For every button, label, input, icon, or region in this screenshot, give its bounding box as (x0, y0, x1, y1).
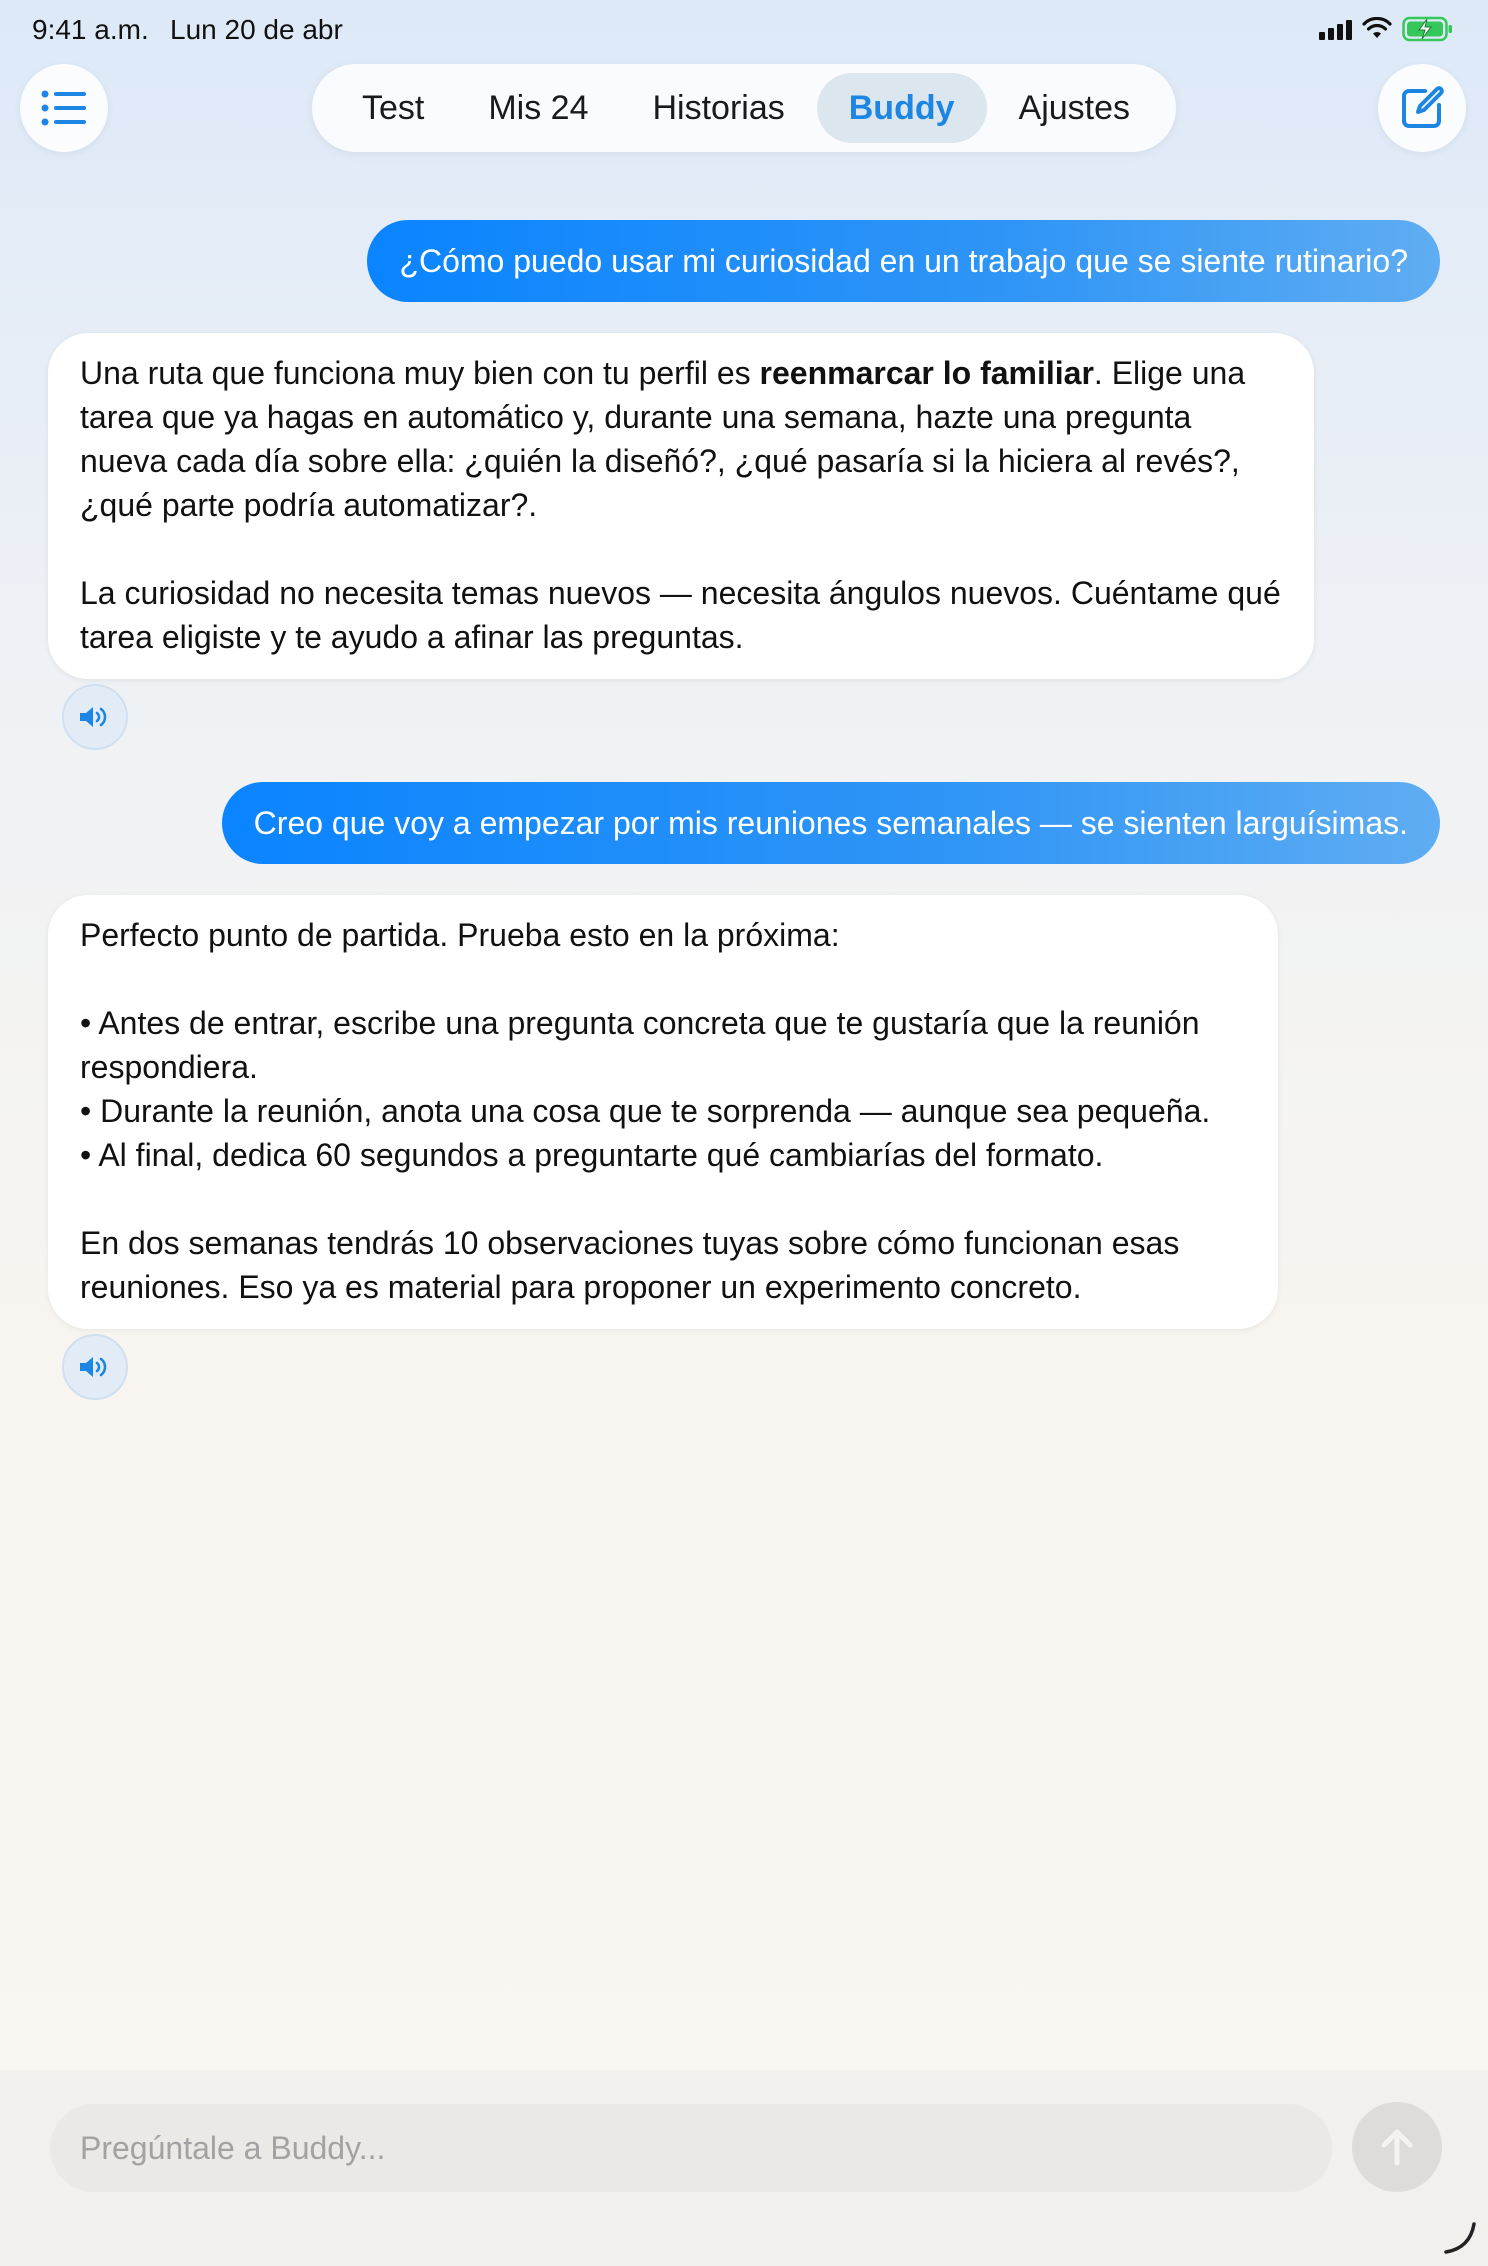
tab-bar (312, 64, 1176, 152)
arrow-up-icon (1379, 2127, 1415, 2167)
bullet-item: • Al final, dedica 60 segundos a preguntarte qué cambiarías del formato. (80, 1137, 1104, 1173)
message-text: . Elige una tarea que ya hagas en automático y, durante una semana, hazte una pregunta nueva cada día sobre ella: ¿quién la diseñó?, ¿qué pasaría si la hiciera al revés?, ¿qué parte podría automatizar?. (80, 355, 1255, 523)
tab-ajustes[interactable]: Ajustes (1018, 88, 1131, 127)
message-bold-text: reenmarcar lo familiar (759, 355, 1094, 391)
tab-test[interactable]: Test (362, 88, 425, 127)
bullet-item: • Durante la reunión, anota una cosa que te sorprenda — aunque sea pequeña. (80, 1093, 1211, 1129)
resize-handle-icon[interactable] (1440, 2218, 1480, 2258)
message-text: Una ruta que funciona muy bien con tu perfil es (80, 355, 760, 391)
status-time: 9:41 a.m. (32, 14, 149, 45)
assistant-message-paragraph: La curiosidad no necesita temas nuevos — necesita ángulos nuevos. Cuéntame qué tarea eligiste y te ayudo a afinar las preguntas. (80, 575, 1290, 655)
compose-icon (1399, 85, 1445, 131)
user-message-bubble: Creo que voy a empezar por mis reuniones semanales — se sienten larguísimas. (222, 782, 1440, 864)
speaker-icon (78, 1353, 112, 1381)
tab-historias[interactable]: Historias (652, 88, 785, 127)
assistant-message-paragraph: En dos semanas tendrás 10 observaciones tuyas sobre cómo funcionan esas reuniones. Eso ya es material para proponer un experimento concreto. (80, 1225, 1189, 1305)
status-icons (1319, 16, 1454, 42)
send-button[interactable] (1352, 2102, 1442, 2192)
user-message-bubble: ¿Cómo puedo usar mi curiosidad en un trabajo que se siente rutinario? (367, 220, 1440, 302)
message-input[interactable] (50, 2104, 1332, 2192)
tab-buddy[interactable]: Buddy (817, 73, 987, 143)
compose-button[interactable] (1378, 64, 1466, 152)
bullet-item: • Antes de entrar, escribe una pregunta concreta que te gustaría que la reunión respondiera. (80, 1005, 1209, 1085)
assistant-message-bubble (48, 895, 1278, 1329)
list-icon (40, 88, 88, 128)
wifi-icon (1362, 17, 1392, 41)
read-aloud-button[interactable] (62, 1334, 128, 1400)
assistant-message-paragraph: Perfecto punto de partida. Prueba esto en la próxima: (80, 917, 840, 953)
read-aloud-button[interactable] (62, 684, 128, 750)
assistant-message-bubble (48, 333, 1314, 679)
assistant-message-paragraph (80, 351, 1282, 527)
tab-mis-24[interactable]: Mis 24 (488, 88, 589, 127)
speaker-icon (78, 703, 112, 731)
status-bar (0, 0, 1488, 60)
battery-charging-icon (1402, 16, 1454, 42)
cellular-signal-icon (1319, 18, 1352, 40)
menu-button[interactable] (20, 64, 108, 152)
status-date: Lun 20 de abr (170, 14, 343, 45)
